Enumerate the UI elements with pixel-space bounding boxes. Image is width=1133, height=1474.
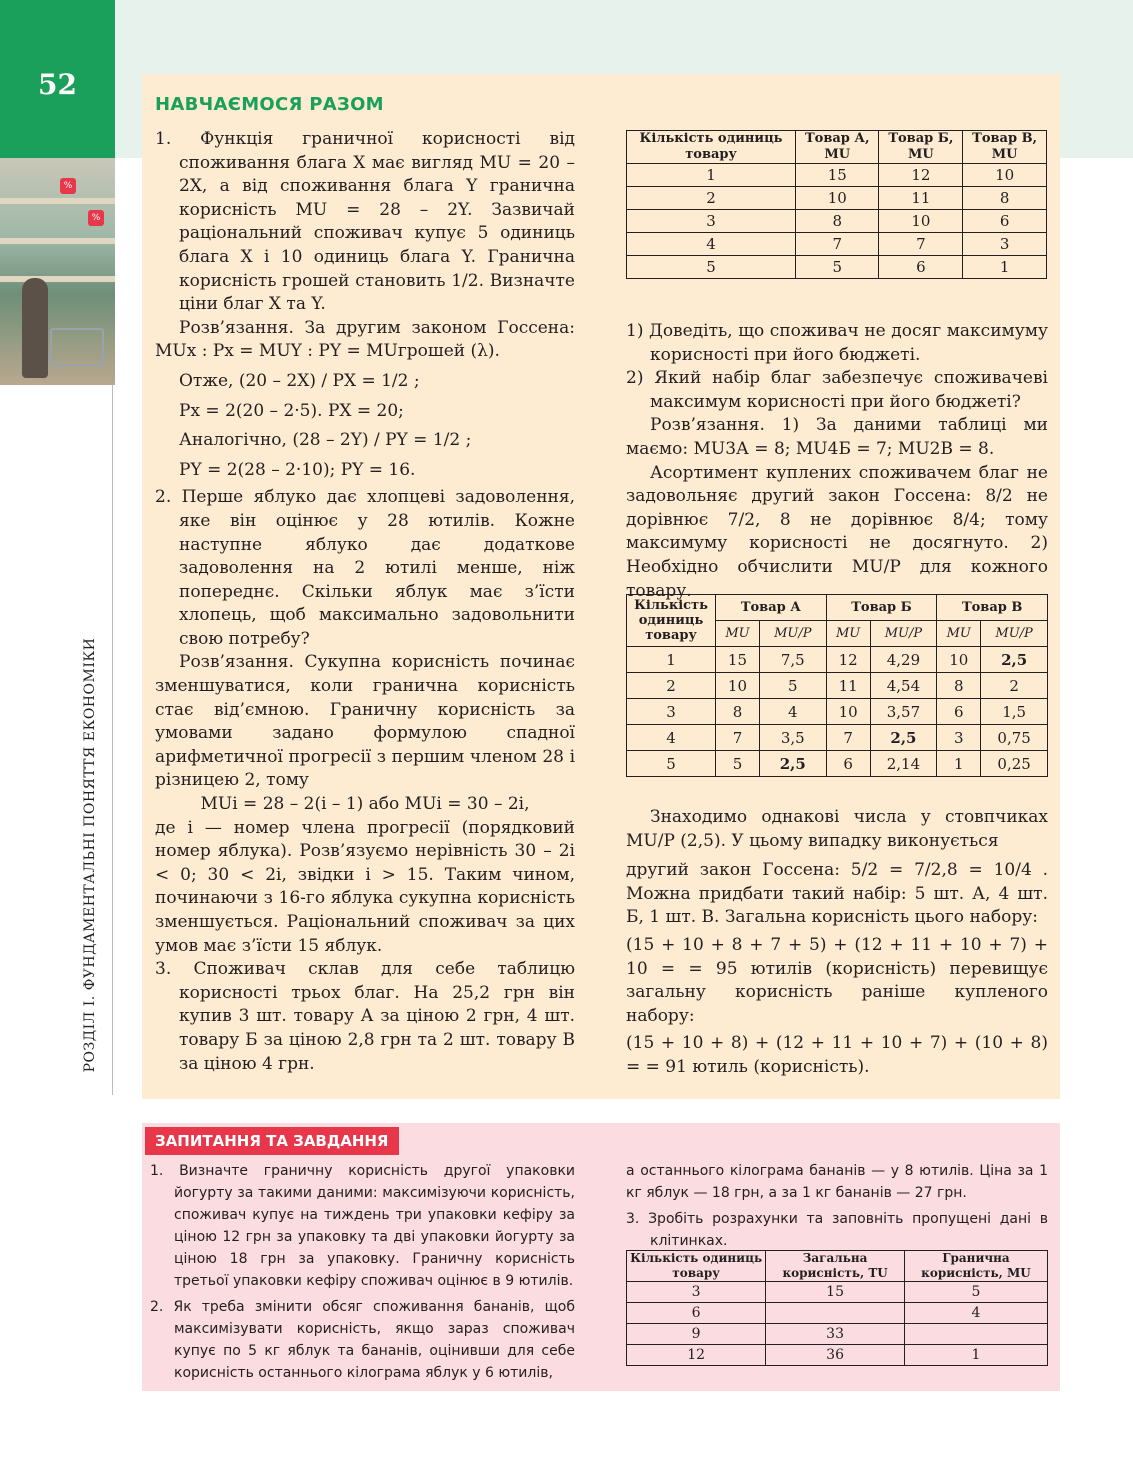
table-row: 9 33	[627, 1324, 1048, 1345]
page-number: 52	[38, 68, 77, 101]
formula-5: MUi = 28 – 2(i – 1) або MUi = 30 – 2i,	[200, 794, 530, 815]
table-row: 1 15 7,5 12 4,29 10 2,5	[627, 647, 1048, 673]
questions-title: ЗАПИТАННЯ ТА ЗАВДАННЯ	[145, 1127, 399, 1155]
table-row: 3 8 4 10 3,57 6 1,5	[627, 699, 1048, 725]
conclusion-1: Знаходимо однакові числа у стовпчиках MU/P (2,5). У цьому випадку виконується	[626, 807, 1048, 851]
utility-table	[626, 130, 1047, 279]
table-row: 12 36 1	[627, 1345, 1048, 1366]
questions-right	[626, 1160, 1048, 1252]
mu-p-table	[626, 594, 1048, 777]
table-row: 2 10 5 11 4,54 8 2	[627, 673, 1048, 699]
formula-4: PY = 2(28 – 2·10); PY = 16.	[179, 459, 416, 480]
conclusion-3: (15 + 10 + 8 + 7 + 5) + (12 + 11 + 10 + 7) + 10 = = 95 ютилів (корисність) перевищує загальну корисність раніше купленого набору:	[626, 934, 1048, 1026]
table-row: 5 5 6 1	[627, 256, 1047, 279]
table-header: Кількість одиниць товару Товар А Товар Б Товар В	[627, 595, 1048, 621]
chapter-label: РОЗДІЛ І. ФУНДАМЕНТАЛЬНІ ПОНЯТТЯ ЕКОНОМІКИ	[82, 637, 98, 1073]
questions-left	[150, 1160, 575, 1384]
right-column-bottom	[626, 806, 1048, 1080]
divider	[112, 385, 113, 1095]
conclusion-2: другий закон Госсена: 5/2 = 7/2,8 = 10/4 . Можна придбати такий набір: 5 шт. А, 4 шт. Б, 1 шт. В. Загальна корисність цього набору:	[626, 860, 1048, 928]
formula-2: Px = 2(20 – 2·5). PX = 20;	[179, 400, 404, 421]
table-subheader: MU MU/P MU MU/P MU MU/P	[627, 621, 1048, 647]
solution-2: Розв’язання. Сукупна корисність починає зменшуватися, коли гранична корисність стає від’ємною. Граничну корисність за умовами задано формулою спадної арифметичної прогресії з першим членом 28 і різницею 2, тому	[155, 652, 575, 791]
supermarket-photo: % %	[0, 158, 115, 385]
question-item: 1. Визначте граничну корисність другої упаковки йогурту за такими даними: максимізуючи корисність, споживач купує на тиждень три упаковки кефіру за ціною 12 грн за упаковку та дві упаковки йогурту за ціною 18 грн за упаковку. Граничну корисність третьої упаковки кефіру споживач оцінює в 9 ютилів.	[150, 1163, 575, 1289]
question-item: 3. Зробіть розрахунки та заповніть пропущені дані в клітинках.	[626, 1211, 1048, 1249]
task-3: 3. Споживач склав для себе таблицю корисності трьох благ. На 25,2 грн він купив 3 шт. товару А за ціною 2 грн, 4 шт. товару Б за ціною 2,8 грн та 2 шт. товару В за ціною 4 грн.	[155, 959, 575, 1074]
left-column	[155, 128, 575, 1076]
table-row: 5 5 2,5 6 2,14 1 0,25	[627, 751, 1048, 777]
right-column	[626, 320, 1048, 603]
fill-in-table	[626, 1250, 1048, 1366]
table-header: Кількість одиниць товару Товар А, MU Товар Б, MU Товар В, MU	[627, 131, 1047, 164]
solution-1: Розв’язання. За другим законом Госсена: MUx : Px = MUY : PY = MUгрошей (λ).	[155, 317, 575, 362]
formula-3: Аналогічно, (28 – 2Y) / PY = 1/2 ;	[179, 430, 472, 451]
table-row: 4 7 7 3	[627, 233, 1047, 256]
question-1: 1) Доведіть, що споживач не досяг максимуму корисності при його бюджеті.	[626, 321, 1048, 365]
section-title: НАВЧАЄМОСЯ РАЗОМ	[155, 94, 384, 115]
formula-1: Отже, (20 – 2X) / PX = 1/2 ;	[179, 370, 420, 391]
table-row: 3 8 10 6	[627, 210, 1047, 233]
table-row: 4 7 3,5 7 2,5 3 0,75	[627, 725, 1048, 751]
task-2: 2. Перше яблуко дає хлопцеві задоволення, яке він оцінює у 28 ютилів. Кожне наступне яблуко дає додаткове задоволення на 2 ютилі менше, ніж попереднє. Скільки яблук має з’їсти хлопець, щоб максимально задовольнити свою потребу?	[155, 487, 575, 649]
question-2: 2) Який набір благ забезпечує споживачеві максимум корисності при його бюджеті?	[626, 368, 1048, 412]
table-row: 2 10 11 8	[627, 187, 1047, 210]
table-row: 1 15 12 10	[627, 164, 1047, 187]
conclusion-4: (15 + 10 + 8) + (12 + 11 + 10 + 7) + (10 + 8) = = 91 ютиль (корисність).	[626, 1033, 1048, 1077]
table-row: 6 4	[627, 1303, 1048, 1324]
solution-2-cont: де i — номер члена прогресії (порядковий номер яблука). Розв’язуємо нерівність 30 – 2i < 0; 30 < 2i, звідки i > 15. Таким чином, починаючи з 16-го яблука сукупна корисність зменшується. Раціональний споживач за цих умов має з’їсти 15 яблук.	[155, 817, 575, 956]
question-item-cont: а останнього кілограма бананів — у 8 ютилів. Ціна за 1 кг яблук — 18 грн, а за 1 кг бананів — 27 грн.	[626, 1163, 1048, 1201]
task-1: 1. Функція граничної корисності від споживання блага X має вигляд MU = 20 – 2X, а від споживання блага Y гранична корисність MU = 28 – 2Y. Зазвичай раціональний споживач купує 5 одиниць блага X і 10 одиниць блага Y. Гранична корисність грошей становить 1/2. Визначте ціни благ X та Y.	[155, 129, 575, 315]
solution-3: Розв’язання. 1) За даними таблиці ми маємо: MU3А = 8; MU4Б = 7; MU2В = 8.	[626, 415, 1048, 459]
table-row: 3 15 5	[627, 1282, 1048, 1303]
table-header: Кількість одиниць товару Загальна корисність, TU Гранична корисність, MU	[627, 1251, 1048, 1282]
question-item: 2. Як треба змінити обсяг споживання бананів, щоб максимізувати корисність, якщо зараз споживач купує по 5 кг яблук та бананів, оцінивши для себе корисність останнього кілограма яблук у 6 ютилів,	[150, 1299, 575, 1381]
solution-3-cont: Асортимент куплених споживачем благ не задовольняє другий закон Госсена: 8/2 не дорівнює 7/2, 8 не дорівнює 8/4; тому максимуму корисності не досягнуто. 2) Необхідно обчислити MU/P для кожного товару.	[626, 462, 1048, 601]
